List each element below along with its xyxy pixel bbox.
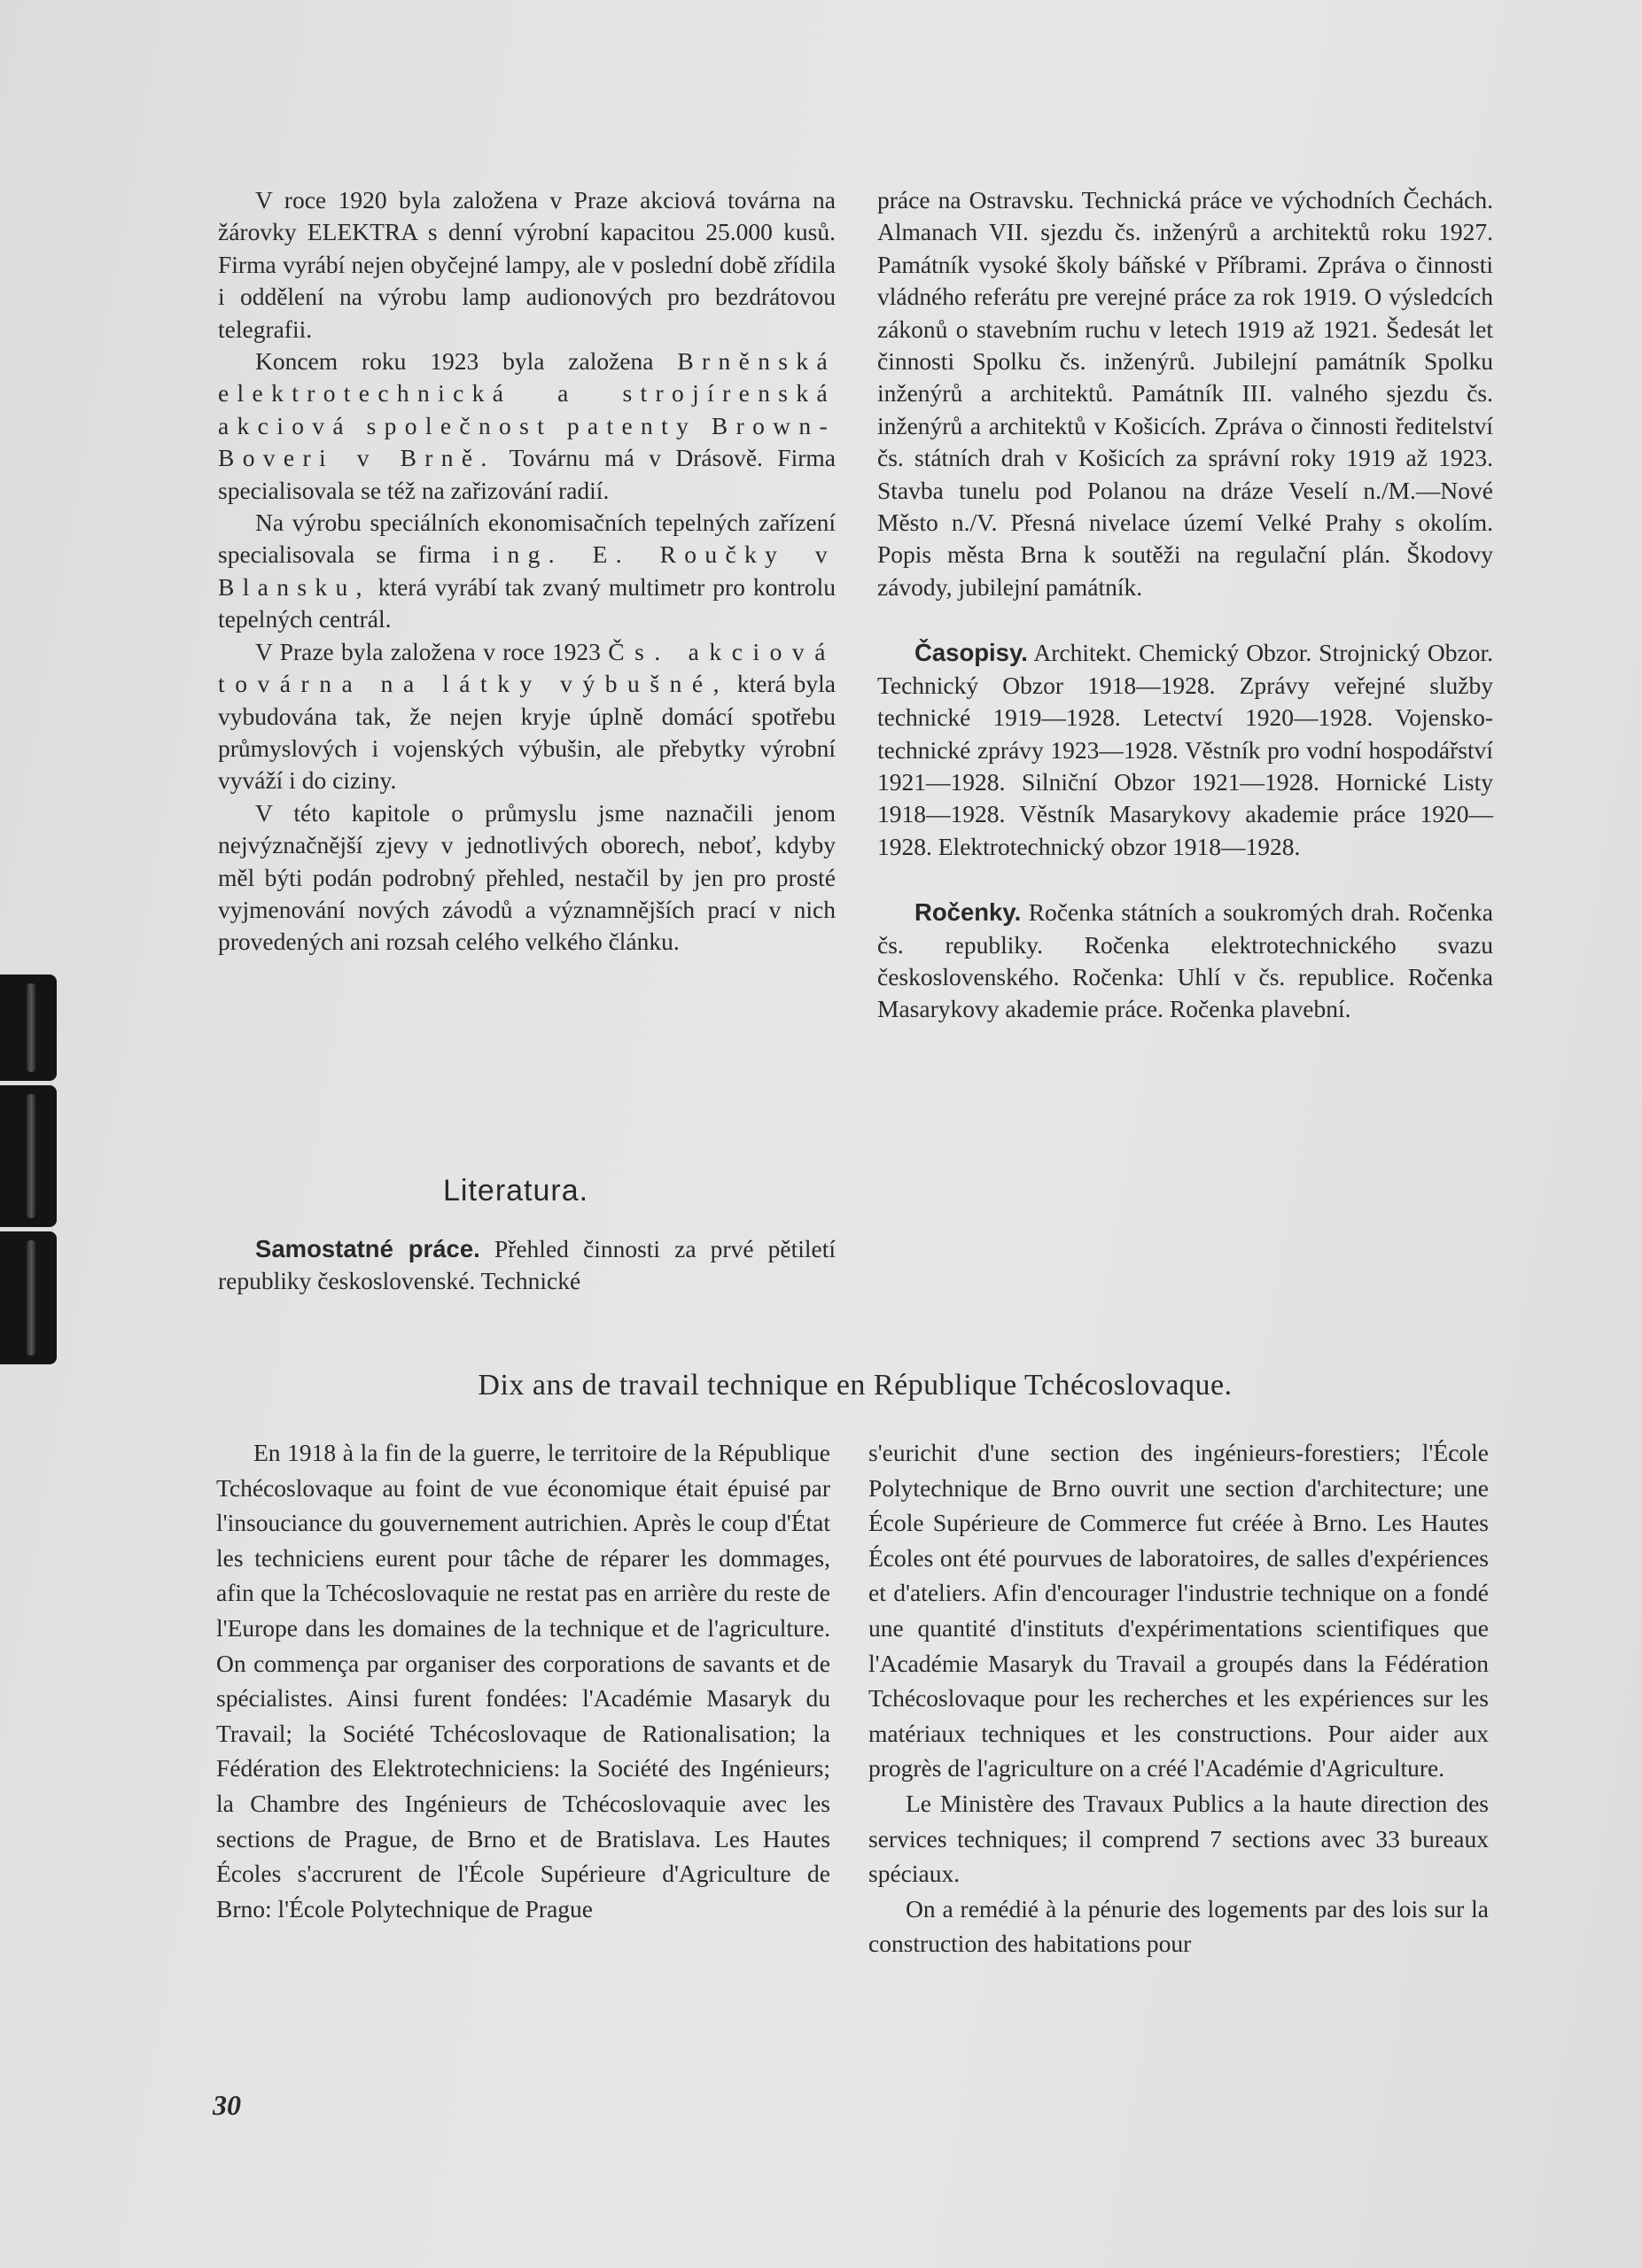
paragraph-vybusne-latky: V Praze byla založena v roce 1923 Čs. akciová továrna na látky výbušné, která byla vybudována tak, že nejen kryje úplně domácí spotřebu průmyslových i vojenských výbušin, ale přebytky výrobní vyváží i do ciziny. [218,637,837,795]
french-left-column [216,1435,830,1926]
french-paragraph-housing: On a remédié à la pénurie des logements par des lois sur la construction des habitations pour [868,1894,1489,1958]
left-column [218,184,836,959]
french-section-title: Dix ans de travail technique en République Tchécoslovaque. [478,1369,1233,1402]
yearbooks-entry: Ročenky. Ročenka státních a soukromých drah. Ročenka čs. republiky. Ročenka elektrotechnického svazu československého. Ročenka: Uhlí v čs. republice. Ročenka Masarykovy akademie práce. Ročenka plavební. [877,898,1493,1023]
journals-entry: Časopisy. Architekt. Chemický Obzor. Strojnický Obzor. Technický Obzor 1918—1928. Zprávy veřejné služby technické 1919—1928. Letectví 1920—1928. Vojensko-technické zprávy 1923—1928. Věstník pro vodní hospodářství 1921—1928. Silniční Obzor 1921—1928. Hornické Listy 1918—1928. Věstník Masarykovy akademie práce 1920—1928. Elektrotechnický obzor 1918—1928. [877,639,1493,860]
binder-clip-bottom [0,1231,57,1364]
binder-clip-middle [0,1085,57,1227]
paragraph-kapitola: V této kapitole o průmyslu jsme naznačili jenom nejvýznačnější zjevy v jednotlivých oborech, neboť, kdyby měl býti podán podrobný přehled, nestačil by jen pro prosté vyjmenování nových závodů a významnějších prací v nich provedených ani rozsah celého velkého článku. [218,798,836,956]
binder-clip-top [0,975,57,1081]
page-number: 30 [213,2089,241,2121]
french-paragraph-1: En 1918 à la fin de la guerre, le territoire de la République Tchécoslovaque au foint de vue économique était épuisé par l'insouciance du gouvernement autrichien. Après le coup d'État les techniciens eurent pour tâche de réparer les dommages, afin que la Tchécoslovaquie ne restat pas en arrière du reste de l'Europe dans les domaines de la technique et de l'agriculture. On commença par organiser des corporations de savants et de spécialistes. Ainsi furent fondées: l'Académie Masaryk du Travail; la Société Tchécoslovaque de Rationalisation; la Fédération des Elektrotechniciens: la Société des Ingénieurs; la Chambre des Ingénieurs de Tchécoslovaquie avec les sections de Prague, de Brno et de Bratislava. Les Hautes Écoles s'accrurent de l'École Supérieure d'Agriculture de Brno: l'École Polytechnique de Prague [216,1439,830,1922]
literature-independent-works: Samostatné práce. Přehled činnosti za prvé pětiletí republiky československé. Technické [218,1235,837,1295]
literature-heading: Literatura. [443,1174,589,1208]
french-right-column [868,1435,1489,1961]
paragraph-elektra: V roce 1920 byla založena v Praze akciová továrna na žárovky ELEKTRA s denní výrobní kapacitou 25.000 kusů. Firma vyrábí nejen obyčejné lampy, ale v poslední době zřídila i oddělení na výrobu lamp audionových pro bezdrátovou telegrafii. [218,186,836,343]
french-paragraph-ministry: Le Ministère des Travaux Publics a la haute direction des services techniques; il comprend 7 sections avec 33 bureaux spéciaux. [868,1789,1489,1888]
right-column [877,184,1493,1026]
french-paragraph-continuation: s'eurichit d'une section des ingénieurs-forestiers; l'École Polytechnique de Brno ouvrit une section d'architecture; une École Supérieure de Commerce fut créée à Brno. Les Hautes Écoles ont été pourvues de laboratoires, de salles d'expériences et d'ateliers. Afin d'encourager l'industrie technique on a fondé une quantité d'instituts d'expérimentations scientifiques que l'Académie Masaryk du Travail a groupés dans la Fédération Tchécoslovaque pour les recherches et les expériences sur les matériaux techniques et les constructions. Pour aider aux progrès de l'agriculture on a créé l'Académie d'Agriculture. [868,1439,1489,1783]
paragraph-roucka: Na výrobu speciálních ekonomisačních tepelných zařízení specialisovala se firma ing. E. Roučky v Blansku, která vyrábí tak zvaný multimetr pro kontrolu tepelných centrál. [218,509,837,633]
literature-block [218,1233,836,1298]
literature-continuation: práce na Ostravsku. Technická práce ve východních Čechách. Almanach VII. sjezdu čs. inženýrů a architektů roku 1927. Památník vysoké školy báňské v Příbrami. Zpráva o činnosti vládného referátu pre verejné práce za rok 1919. O výsledcích zákonů o stavebním ruchu v letech 1919 až 1921. Šedesát let činnosti Spolku čs. inženýrů. Jubilejní památník Spolku inženýrů a architektů. Památník III. valného sjezdu čs. inženýrů a architektů v Košicích. Zpráva o činnosti ředitelství čs. státních drah v Košicích za správní roky 1919 až 1923. Stavba tunelu pod Polanou na dráze Veselí n./M.—Nové Město n./V. Přesná nivelace území Velké Prahy s okolím. Popis města Brna k soutěži na regulační plán. Škodovy závody, jubilejní památník. [877,186,1493,601]
paragraph-brown-boveri: Koncem roku 1923 byla založena Brněnská elektrotechnická a strojírenská akciová společnost patenty Brown-Boveri v Brně. Továrnu má v Drásově. Firma specialisovala se též na zařizování radií. [218,347,837,504]
